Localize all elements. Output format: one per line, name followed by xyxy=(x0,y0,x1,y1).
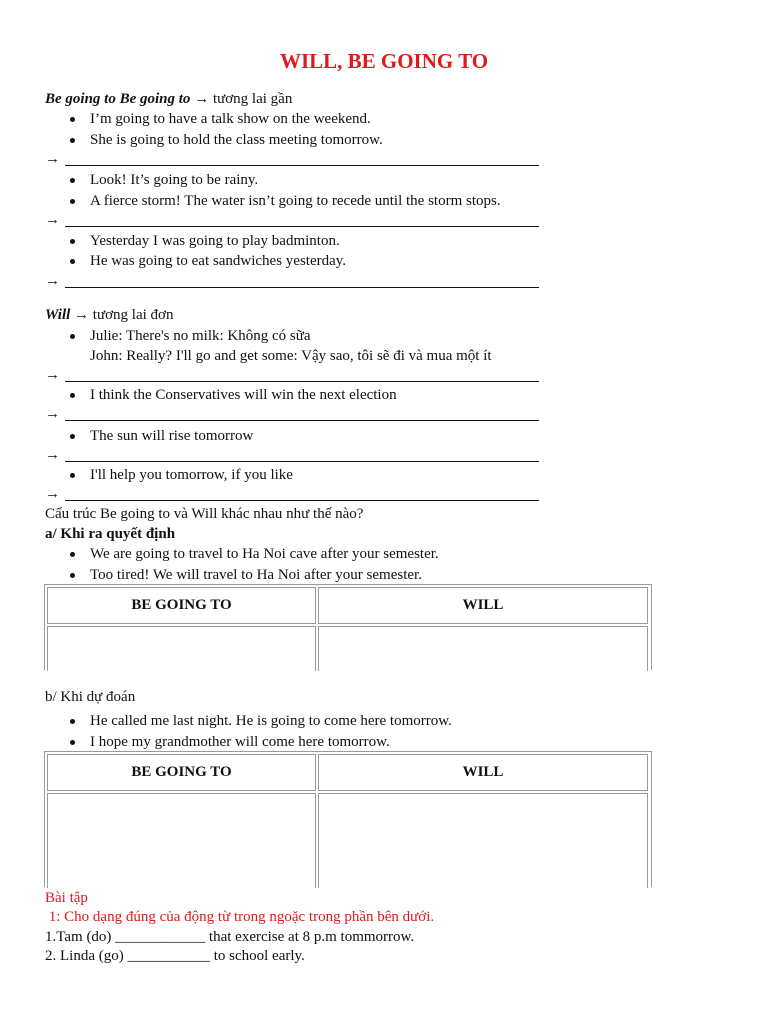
list-item: I hope my grandmother will come here tomorrow. xyxy=(90,734,390,750)
part-b-heading: b/ Khi dự đoán xyxy=(45,689,136,705)
exercise-question: 1.Tam (do) ____________ that exercise at 8 p.m tommorrow. xyxy=(45,929,415,945)
page-title: WILL, BE GOING TO xyxy=(279,49,489,73)
table-cell-answer xyxy=(318,626,648,671)
arrow-icon: → xyxy=(45,486,60,502)
heading-bold: Be going to Be going to xyxy=(45,91,191,107)
section-will-heading xyxy=(45,306,173,324)
arrow-icon: → xyxy=(45,212,60,228)
answer-line xyxy=(45,446,65,464)
exercise-instruction: 1: Cho dạng đúng của động từ trong ngoặc trong phần bên dưới. xyxy=(45,909,435,925)
comparison-table-b xyxy=(44,751,652,887)
blank-line xyxy=(65,500,539,501)
answer-line xyxy=(45,272,65,290)
arrow-icon: → xyxy=(45,447,60,463)
arrow-icon: → xyxy=(45,406,60,422)
list-item: Yesterday I was going to play badminton. xyxy=(90,233,340,249)
blank-line xyxy=(65,165,539,166)
exercise-question: 2. Linda (go) ___________ to school early. xyxy=(45,948,305,964)
table-cell-answer xyxy=(318,793,648,888)
table-cell-answer xyxy=(47,626,316,671)
list-item: I’m going to have a talk show on the weekend. xyxy=(90,111,371,127)
section-be-going-to-heading xyxy=(45,90,292,108)
answer-line xyxy=(45,211,65,229)
table-header-will: WILL xyxy=(318,587,648,624)
arrow-icon: → xyxy=(45,273,60,289)
question-text: Cấu trúc Be going to và Will khác nhau như thế nào? xyxy=(45,506,364,522)
comparison-table-a xyxy=(44,584,652,670)
list-item: We are going to travel to Ha Noi cave after your semester. xyxy=(90,546,439,562)
heading-text: tương lai đơn xyxy=(92,307,174,323)
list-item: A fierce storm! The water isn’t going to recede until the storm stops. xyxy=(90,193,501,209)
blank-line xyxy=(65,287,539,288)
list-item: He was going to eat sandwiches yesterday. xyxy=(90,253,347,269)
list-item: Too tired! We will travel to Ha Noi after your semester. xyxy=(90,567,422,583)
answer-line xyxy=(45,405,65,423)
heading-bold: Will xyxy=(45,307,71,323)
list-item-continuation: John: Really? I'll go and get some: Vậy sao, tôi sẽ đi và mua một ít xyxy=(90,348,492,364)
list-item: I'll help you tomorrow, if you like xyxy=(90,467,293,483)
arrow-icon: → xyxy=(74,307,90,323)
list-item: He called me last night. He is going to come here tomorrow. xyxy=(90,713,452,729)
table-header-be-going-to: BE GOING TO xyxy=(47,587,316,624)
arrow-icon: → xyxy=(45,367,60,383)
arrow-icon: → xyxy=(194,91,210,107)
answer-line xyxy=(45,485,65,503)
list-item: Julie: There's no milk: Không có sữa xyxy=(90,328,311,344)
blank-line xyxy=(65,461,539,462)
list-item: The sun will rise tomorrow xyxy=(90,428,254,444)
answer-line xyxy=(45,366,65,384)
table-header-will: WILL xyxy=(318,754,648,791)
blank-line xyxy=(65,420,539,421)
list-item: She is going to hold the class meeting tomorrow. xyxy=(90,132,383,148)
heading-text: tương lai gần xyxy=(212,91,293,107)
blank-line xyxy=(65,381,539,382)
table-cell-answer xyxy=(47,793,316,888)
answer-line xyxy=(45,150,65,168)
list-item: Look! It’s going to be rainy. xyxy=(90,172,259,188)
list-item: I think the Conservatives will win the next election xyxy=(90,387,397,403)
exercise-heading: Bài tập xyxy=(45,890,88,906)
table-header-be-going-to: BE GOING TO xyxy=(47,754,316,791)
blank-line xyxy=(65,226,539,227)
part-a-heading: a/ Khi ra quyết định xyxy=(45,526,176,542)
arrow-icon: → xyxy=(45,151,60,167)
